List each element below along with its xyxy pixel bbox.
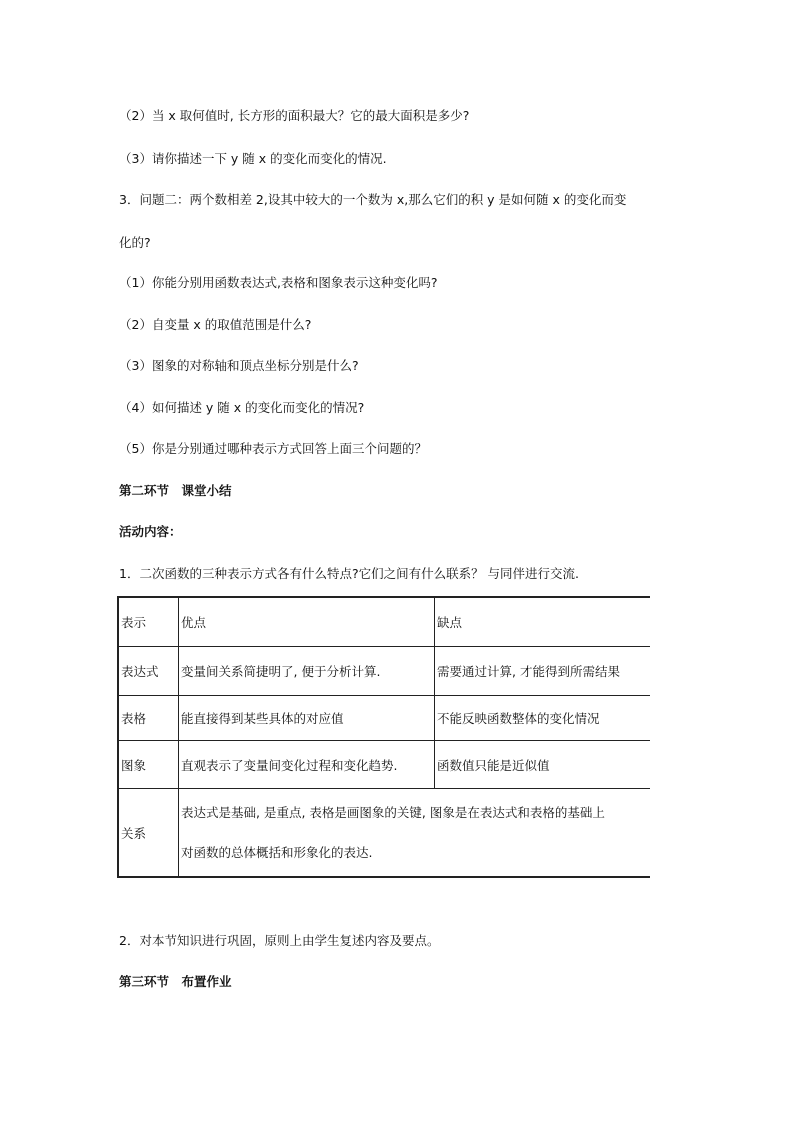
table-cell: 需要通过计算, 才能得到所需结果 (435, 647, 651, 696)
table-cell: 能直接得到某些具体的对应值 (179, 696, 435, 741)
table-cell: 变量间关系简捷明了, 便于分析计算. (179, 647, 435, 696)
comparison-table (117, 596, 650, 878)
table-cell: 不能反映函数整体的变化情况 (435, 696, 651, 741)
table-row (118, 647, 650, 696)
relation-label-cell: 关系 (118, 789, 179, 878)
table-header-row (118, 597, 650, 647)
table-header-cell: 优点 (179, 597, 435, 647)
table-relation-row (118, 789, 650, 878)
sub-question-1: （1）你能分别用函数表达式,表格和图象表示这种变化吗? (119, 275, 438, 290)
relation-text-line-2: 对函数的总体概括和形象化的表达. (181, 844, 373, 860)
table-cell: 图象 (118, 741, 179, 789)
question-3: （3）请你描述一下 y 随 x 的变化而变化的情况. (119, 151, 387, 166)
table-cell: 表达式 (118, 647, 179, 696)
table-header-cell: 表示 (118, 597, 179, 647)
question-2: （2）当 x 取何值时, 长方形的面积最大？它的最大面积是多少? (119, 108, 470, 123)
item-2: 2．对本节知识进行巩固，原则上由学生复述内容及要点。 (119, 933, 440, 948)
activity-heading: 活动内容： (119, 524, 182, 539)
table-cell: 直观表示了变量间变化过程和变化趋势. (179, 741, 435, 789)
sub-question-4: （4）如何描述 y 随 x 的变化而变化的情况? (119, 400, 365, 415)
sub-question-2: （2）自变量 x 的取值范围是什么? (119, 317, 312, 332)
section-2-heading: 第二环节 课堂小结 (119, 483, 232, 498)
table-cell: 函数值只能是近似值 (435, 741, 651, 789)
relation-text-cell (179, 789, 651, 878)
item-1: 1．二次函数的三种表示方式各有什么特点?它们之间有什么联系？ 与同伴进行交流. (119, 566, 580, 581)
relation-text-line-1: 表达式是基础, 是重点, 表格是画图象的关键, 图象是在表达式和表格的基础上 (181, 804, 605, 820)
problem-2-line-2: 化的? (119, 235, 151, 250)
section-3-heading: 第三环节 布置作业 (119, 974, 232, 989)
sub-question-5: （5）你是分别通过哪种表示方式回答上面三个问题的？ (119, 441, 427, 456)
sub-question-3: （3）图象的对称轴和顶点坐标分别是什么? (119, 358, 359, 373)
problem-2-line-1: 3．问题二：两个数相差 2,设其中较大的一个数为 x,那么它们的积 y 是如何随 x 的变化而变 (119, 192, 627, 207)
table-row (118, 696, 650, 741)
table-cell: 表格 (118, 696, 179, 741)
table-row (118, 741, 650, 789)
table-header-cell: 缺点 (435, 597, 651, 647)
